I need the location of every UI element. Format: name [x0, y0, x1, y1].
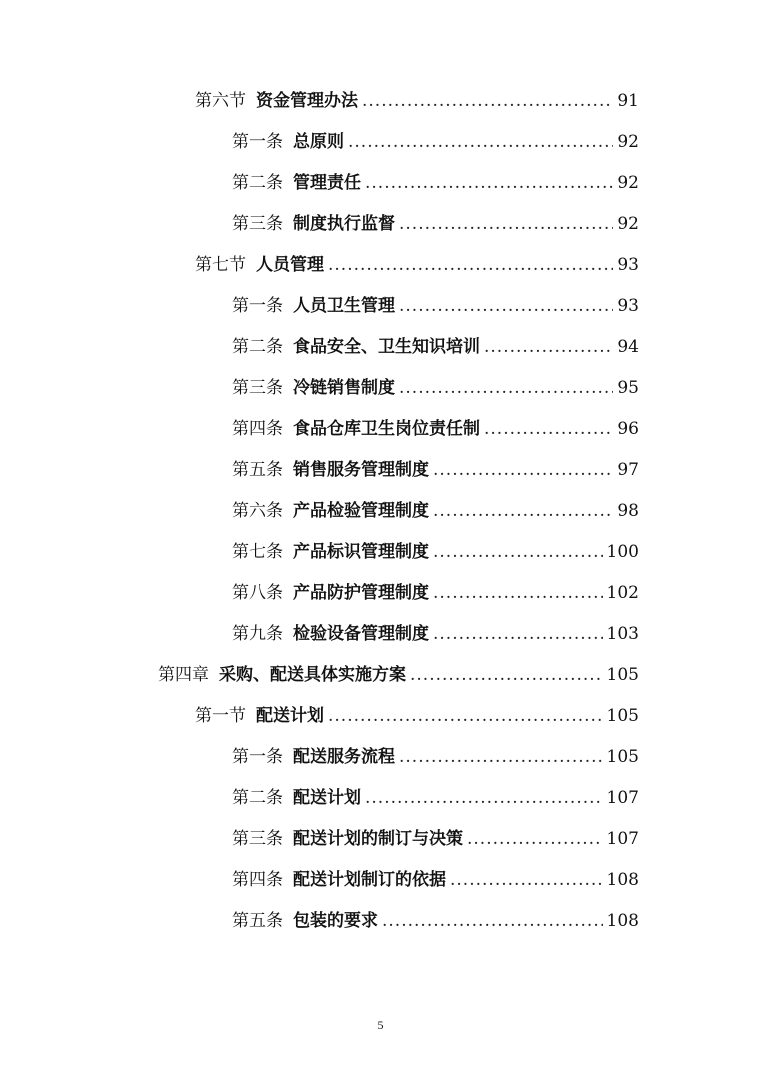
toc-entry[interactable] [232, 744, 639, 770]
toc-entry[interactable] [232, 498, 639, 524]
toc-entry-page: 92 [617, 132, 639, 152]
toc-entry-page: 107 [606, 829, 639, 849]
dot-leader [484, 416, 613, 442]
toc-entry-page: 105 [606, 706, 639, 726]
toc-entry[interactable] [232, 170, 639, 196]
toc-entry[interactable] [232, 826, 639, 852]
toc-entry-page: 97 [617, 460, 639, 480]
toc-entry-number: 第二条 [232, 337, 283, 357]
toc-entry-title: 包装的要求 [293, 911, 378, 931]
toc-entry[interactable] [232, 211, 639, 237]
toc-entry-page: 92 [617, 173, 639, 193]
dot-leader [365, 170, 613, 196]
toc-entry-page: 94 [617, 337, 639, 357]
toc-entry-title: 人员卫生管理 [293, 296, 395, 316]
toc-entry-number: 第五条 [232, 460, 283, 480]
dot-leader [433, 539, 603, 565]
toc-entry-title: 配送计划 [256, 706, 324, 726]
dot-leader [399, 293, 613, 319]
toc-entry[interactable] [232, 457, 639, 483]
toc-entry-page: 100 [606, 542, 639, 562]
toc-entry-page: 91 [617, 91, 639, 111]
toc-entry-title: 配送计划 [293, 788, 361, 808]
dot-leader [362, 88, 613, 114]
toc-entry-page: 107 [606, 788, 639, 808]
toc-entry-number: 第六条 [232, 501, 283, 521]
toc-entry-page: 105 [606, 747, 639, 767]
toc-entry-page: 102 [606, 583, 639, 603]
toc-entry-number: 第七条 [232, 542, 283, 562]
dot-leader [433, 498, 613, 524]
toc-entry[interactable] [232, 580, 639, 606]
dot-leader [467, 826, 603, 852]
toc-entry-title: 制度执行监督 [293, 214, 395, 234]
toc-entry-title: 采购、配送具体实施方案 [219, 665, 406, 685]
toc-entry-number: 第八条 [232, 583, 283, 603]
dot-leader [433, 457, 613, 483]
toc-entry-page: 93 [617, 255, 639, 275]
toc-entry[interactable] [195, 703, 639, 729]
toc-entry-title: 配送服务流程 [293, 747, 395, 767]
toc-entry-number: 第四条 [232, 419, 283, 439]
toc-entry[interactable] [195, 252, 639, 278]
toc-entry-number: 第二条 [232, 788, 283, 808]
toc-entry-number: 第六节 [195, 91, 246, 111]
toc-entry-number: 第一节 [195, 706, 246, 726]
dot-leader [328, 252, 613, 278]
toc-entry[interactable] [232, 785, 639, 811]
dot-leader [348, 129, 613, 155]
dot-leader [399, 375, 613, 401]
toc-entry-title: 人员管理 [256, 255, 324, 275]
toc-entry-page: 108 [606, 911, 639, 931]
toc-entry[interactable] [232, 375, 639, 401]
toc-entry-page: 96 [617, 419, 639, 439]
toc-entry-page: 103 [606, 624, 639, 644]
toc-entry-title: 产品标识管理制度 [293, 542, 429, 562]
toc-entry[interactable] [232, 293, 639, 319]
toc-entry-page: 108 [606, 870, 639, 890]
toc-entry-title: 配送计划的制订与决策 [293, 829, 463, 849]
toc-entry[interactable] [232, 129, 639, 155]
toc-entry-number: 第一条 [232, 296, 283, 316]
toc-entry-number: 第二条 [232, 173, 283, 193]
toc-entry-page: 105 [606, 665, 639, 685]
toc-entry-number: 第九条 [232, 624, 283, 644]
toc-entry-title: 销售服务管理制度 [293, 460, 429, 480]
toc-entry[interactable] [232, 908, 639, 934]
dot-leader [450, 867, 603, 893]
toc-entry-page: 93 [617, 296, 639, 316]
toc-entry[interactable] [195, 88, 639, 114]
dot-leader [433, 580, 603, 606]
toc-entry-number: 第七节 [195, 255, 246, 275]
toc-entry[interactable] [232, 539, 639, 565]
toc-entry-title: 配送计划制订的依据 [293, 870, 446, 890]
toc-entry-title: 总原则 [293, 132, 344, 152]
toc-entry-title: 资金管理办法 [256, 91, 358, 111]
toc-entry-title: 食品安全、卫生知识培训 [293, 337, 480, 357]
toc-entry-title: 检验设备管理制度 [293, 624, 429, 644]
dot-leader [399, 744, 603, 770]
dot-leader [328, 703, 603, 729]
toc-entry[interactable] [232, 334, 639, 360]
toc-entry-title: 冷链销售制度 [293, 378, 395, 398]
dot-leader [433, 621, 603, 647]
toc-entry-number: 第四条 [232, 870, 283, 890]
toc-entry[interactable] [158, 662, 639, 688]
toc-entry-number: 第三条 [232, 829, 283, 849]
page-number: 5 [377, 1018, 384, 1032]
toc-entry-page: 98 [617, 501, 639, 521]
dot-leader [399, 211, 613, 237]
toc-entry-title: 产品检验管理制度 [293, 501, 429, 521]
toc-entry-page: 92 [617, 214, 639, 234]
dot-leader [365, 785, 603, 811]
toc-entry-number: 第一条 [232, 747, 283, 767]
toc-entry-number: 第三条 [232, 378, 283, 398]
dot-leader [382, 908, 603, 934]
toc-entry[interactable] [232, 867, 639, 893]
toc-entry-page: 95 [617, 378, 639, 398]
dot-leader [410, 662, 603, 688]
toc-entry-title: 食品仓库卫生岗位责任制 [293, 419, 480, 439]
toc-entry-number: 第一条 [232, 132, 283, 152]
toc-entry-title: 管理责任 [293, 173, 361, 193]
toc-entry-number: 第五条 [232, 911, 283, 931]
toc-entry[interactable] [232, 416, 639, 442]
dot-leader [484, 334, 613, 360]
toc-entry[interactable] [232, 621, 639, 647]
toc-entry-number: 第三条 [232, 214, 283, 234]
toc-entry-title: 产品防护管理制度 [293, 583, 429, 603]
toc-entry-number: 第四章 [158, 665, 209, 685]
